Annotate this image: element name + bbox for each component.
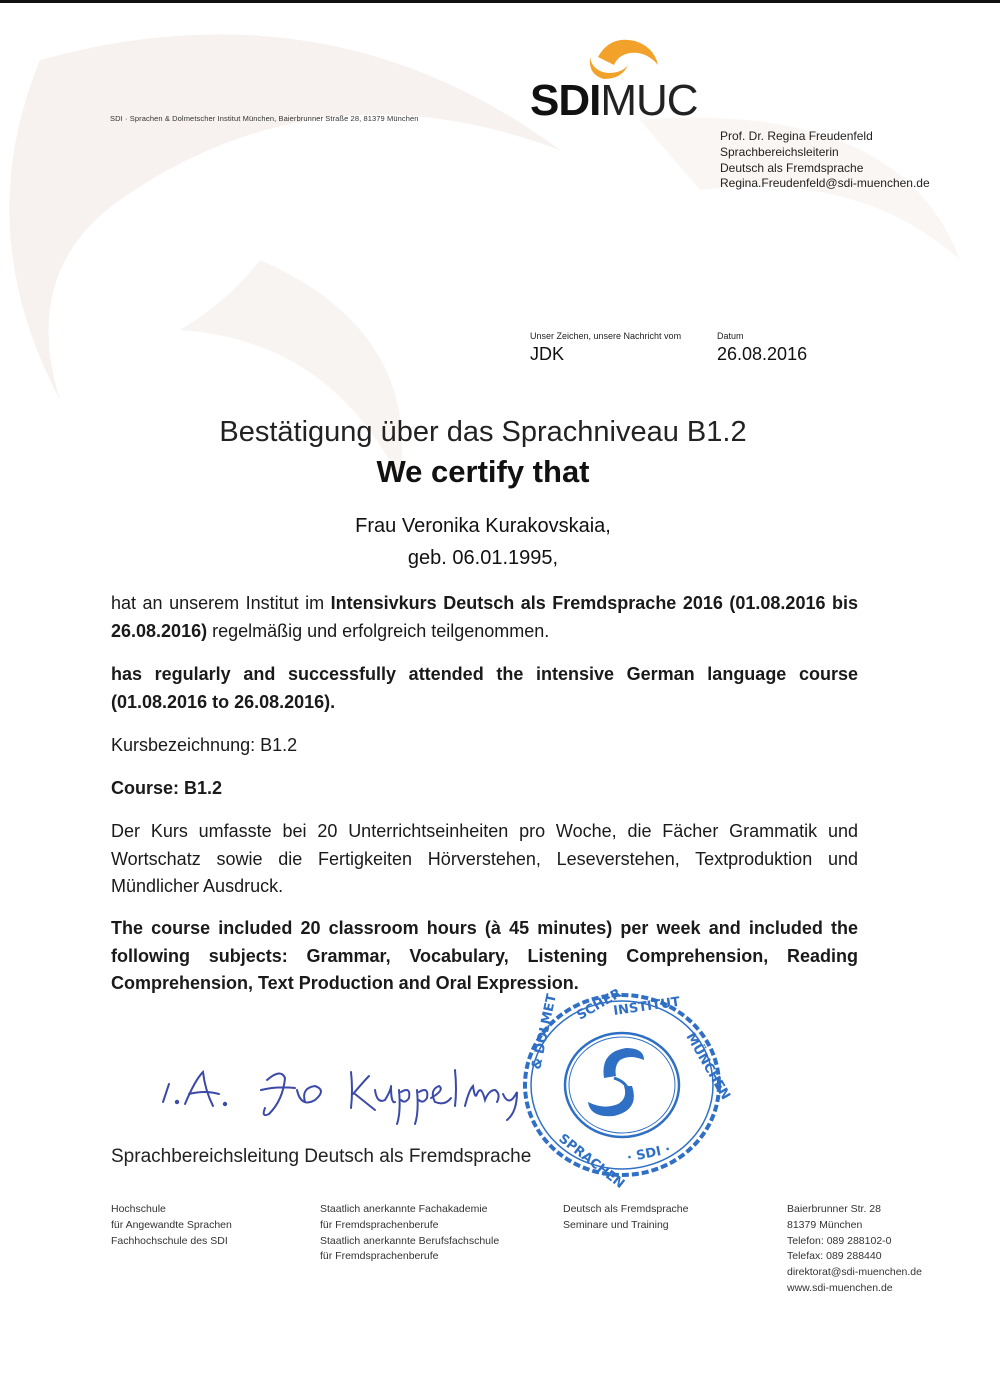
svg-text:& DOLMET: & DOLMET (529, 992, 560, 1071)
logo-text-bold: SDI (530, 76, 601, 125)
svg-text:SCHER: SCHER (574, 986, 625, 1024)
footer-line: für Fremdsprachenberufe (320, 1250, 439, 1263)
svg-text:MÜNCHEN: MÜNCHEN (682, 1030, 733, 1103)
svg-text:· SDI ·: · SDI · (625, 1142, 672, 1166)
p1-part-c: regelmäßig und erfolgreich teilgenommen. (207, 620, 550, 641)
footer-line: Fachhochschule des SDI (111, 1234, 228, 1247)
institute-stamp (518, 986, 733, 1192)
footer-line: Staatlich anerkannte Fachakademie (320, 1203, 488, 1215)
footer-street: Baierbrunner Str. 28 (787, 1203, 881, 1215)
footer-line: Deutsch als Fremdsprache (563, 1203, 689, 1215)
contact-email: Regina.Freudenfeld@sdi-muenchen.de (720, 176, 930, 191)
p1-course-name: Intensivkurs Deutsch als Fremdsprache 2016 (01.08.2016 bis 26.08.2016) (111, 593, 858, 641)
p1-part-a: hat an unserem Institut im (111, 593, 331, 613)
footer-line: für Angewandte Sprachen (111, 1218, 232, 1231)
paragraph-english-attendance: has regularly and successfully attended the intensive German language course (01.08.2016 to 26.08.2016). (111, 664, 858, 712)
svg-text:SPRACHEN: SPRACHEN (555, 1131, 628, 1192)
footer-city: 81379 München (787, 1218, 863, 1231)
contact-department: Deutsch als Fremdsprache (720, 160, 864, 175)
paragraph-german-content: Der Kurs umfasste bei 20 Unterrichtseinheiten pro Woche, die Fächer Grammatik und Wortschatz sowie die Fertigkeiten Hörverstehen, Leseverstehen, Textproduktion und Mündlicher Ausdruck. (111, 821, 858, 896)
contact-name: Prof. Dr. Regina Freudenfeld (720, 129, 873, 143)
footer-line: Hochschule (111, 1203, 166, 1215)
footer-column-address (787, 1202, 922, 1297)
handwritten-signature (155, 1050, 545, 1125)
reference-label: Unser Zeichen, unsere Nachricht vom (530, 331, 682, 341)
footer-column-daf (563, 1202, 688, 1234)
logo-swirl-icon (530, 35, 730, 81)
recipient-dob: geb. 06.01.1995, (407, 547, 559, 569)
footer-fax: Telefax: 089 288440 (787, 1250, 882, 1263)
sender-address-line: SDI · Sprachen & Dolmetscher Institut München, Baierbrunner Straße 28, 81379 München (110, 114, 419, 123)
sdi-muc-logo (530, 35, 730, 125)
date-label: Datum (717, 331, 744, 341)
signature-department: Sprachbereichsleitung Deutsch als Fremdsprache (111, 1146, 532, 1167)
top-border-line (0, 0, 1000, 3)
footer-email[interactable]: direktorat@sdi-muenchen.de (787, 1266, 922, 1279)
footer-phone: Telefon: 089 288102-0 (787, 1234, 892, 1247)
title-english: We certify that (376, 454, 590, 489)
date-value: 26.08.2016 (717, 344, 808, 364)
footer-column-university (111, 1202, 232, 1249)
logo-text-light: MUC (600, 76, 698, 125)
title-german: Bestätigung über das Sprachniveau B1.2 (219, 416, 747, 448)
paragraph-german-attendance (111, 590, 858, 645)
course-label-german: Kursbezeichnung: B1.2 (111, 735, 298, 755)
contact-block (720, 129, 930, 192)
footer-line: für Fremdsprachenberufe (320, 1218, 439, 1231)
paragraph-english-content: The course included 20 classroom hours (à 45 minutes) per week and included the following subjects: Grammar, Vocabulary, Listening Comprehension, Reading Comprehension, Text Production and Oral Expression. (111, 918, 858, 993)
svg-text:INSTITUT: INSTITUT (612, 994, 681, 1019)
footer-website[interactable]: www.sdi-muenchen.de (787, 1281, 893, 1294)
reference-value: JDK (530, 344, 565, 364)
recipient-name: Frau Veronika Kurakovskaia, (355, 515, 611, 537)
contact-role: Sprachbereichsleiterin (720, 144, 839, 159)
footer-line: Seminare und Training (563, 1218, 669, 1231)
footer-line: Staatlich anerkannte Berufsfachschule (320, 1234, 500, 1247)
course-label-english: Course: B1.2 (111, 778, 223, 798)
footer-column-academy (320, 1202, 499, 1265)
